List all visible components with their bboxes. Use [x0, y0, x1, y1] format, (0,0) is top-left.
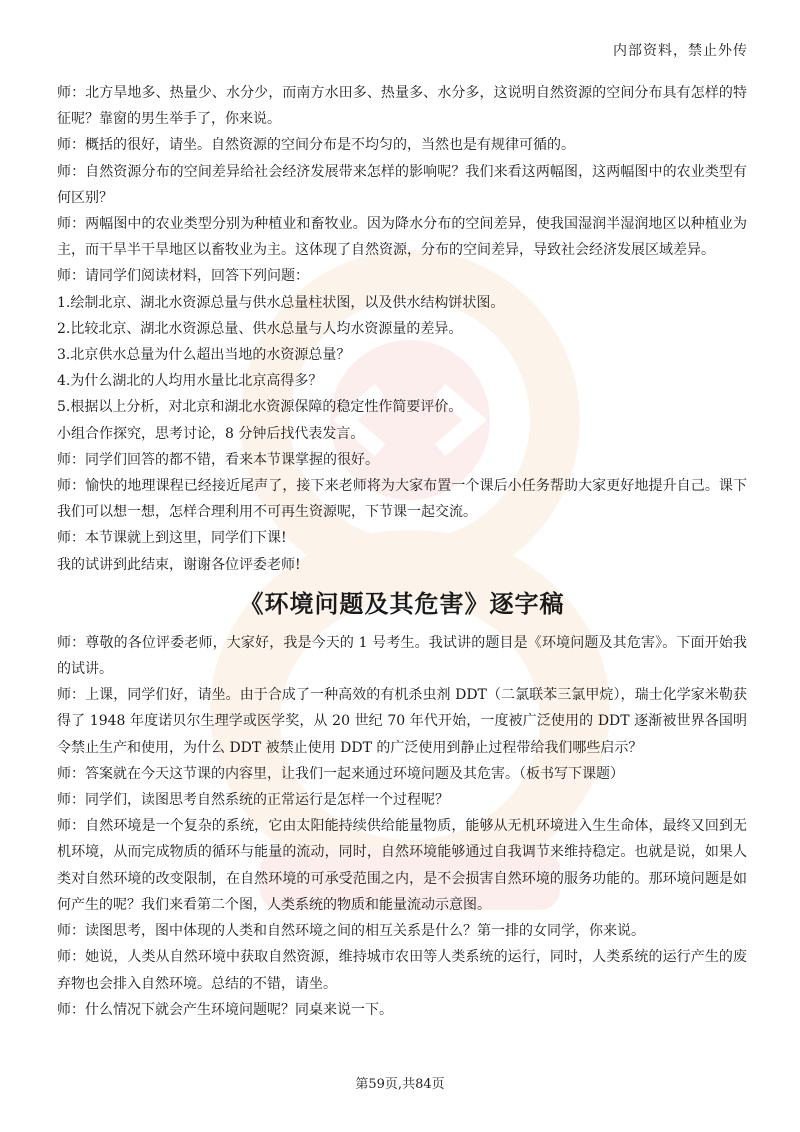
question-item: 5.根据以上分析，对北京和湖北水资源保障的稳定性作简要评价。 — [57, 399, 463, 416]
paragraph: 师：愉快的地理课程已经接近尾声了，接下来老师将为大家布置一个课后小任务帮助大家更好地提升自己。课下我们可以想一想，怎样合理利用不可再生资源呢，下节课一起交流。 — [57, 478, 747, 521]
header-confidential-note: 内部资料，禁止外传 — [613, 43, 748, 59]
paragraph: 师：同学们，读图思考自然系统的正常运行是怎样一个过程呢？ — [57, 792, 449, 809]
paragraph: 我的试讲到此结束，谢谢各位评委老师! — [57, 556, 301, 573]
document-content — [57, 80, 747, 1023]
paragraph: 师：她说，人类从自然环境中获取自然资源，维持城市农田等人类系统的运行，同时，人类系统的运行产生的废弃物也会排入自然环境。总结的不错，请坐。 — [57, 949, 747, 992]
paragraph: 师：两幅图中的农业类型分别为种植业和畜牧业。因为降水分布的空间差异，使我国湿润半湿润地区以种植业为主，而干旱半干旱地区以畜牧业为主。这体现了自然资源，分布的空间差异，导致社会经济发展区域差异。 — [57, 216, 747, 259]
paragraph: 师：本节课就上到这里，同学们下课! — [57, 530, 287, 547]
page-number-footer: 第59页,共84页 — [355, 1077, 445, 1092]
paragraph: 师：请同学们阅读材料，回答下列问题： — [57, 268, 309, 285]
question-item: 2.比较北京、湖北水资源总量、供水总量与人均水资源量的差异。 — [57, 320, 463, 337]
paragraph: 师：自然环境是一个复杂的系统，它由太阳能持续供给能量物质，能够从无机环境进入生生命体，最终又回到无机环境，从而完成物质的循环与能量的流动，同时，自然环境能够通过自我调节来维持稳定。也就是说，如果人类对自然环境的改变限制，在自然环境的可承受范围之内，是不会损害自然环境的服务功能的。那环境问题是如何产生的呢？我们来看第二个图，人类系统的物质和能量流动示意图。 — [57, 818, 747, 913]
paragraph: 师：读图思考，图中体现的人类和自然环境之间的相互关系是什么？第一排的女同学，你来说。 — [57, 923, 645, 940]
paragraph: 师：尊敬的各位评委老师，大家好，我是今天的 1 号考生。我试讲的题目是《环境问题及其危害》。下面开始我的试讲。 — [57, 634, 747, 678]
paragraph: 师：答案就在今天这节课的内容里，让我们一起来通过环境问题及其危害。（板书写下课题） — [57, 765, 624, 782]
paragraph: 师：北方旱地多、热量少、水分少，而南方水田多、热量多、水分多，这说明自然资源的空间分布具有怎样的特征呢？靠窗的男生举手了，你来说。 — [57, 85, 747, 128]
paragraph: 师：什么情况下就会产生环境问题呢？同桌来说一下。 — [57, 1001, 393, 1018]
paragraph: 师：上课，同学们好，请坐。由于合成了一种高效的有机杀虫剂 DDT（二氯联苯三氯甲烷），瑞士化学家米勒获得了 1948 年度诺贝尔生理学或医学奖，从 20 世纪 70 年代开始，一度被广泛使用的 DDT 逐渐被世界各国明令禁止生产和使用，为什么 DDT 被禁止使用 DDT 的广泛使用到静止过程带给我们哪些启示？ — [57, 687, 747, 756]
question-item: 4.为什么湖北的人均用水量比北京高得多？ — [57, 373, 323, 390]
paragraph: 师：同学们回答的都不错，看来本节课掌握的很好。 — [57, 451, 379, 468]
question-item: 3.北京供水总量为什么超出当地的水资源总量？ — [57, 347, 351, 364]
paragraph: 小组合作探究，思考讨论，8 分钟后找代表发言。 — [57, 425, 365, 442]
section-title: 《环境问题及其危害》逐字稿 — [239, 589, 565, 618]
question-item: 1.绘制北京、湖北水资源总量与供水总量柱状图，以及供水结构饼状图。 — [57, 294, 505, 311]
paragraph: 师：概括的很好，请坐。自然资源的空间分布是不均匀的，当然也是有规律可循的。 — [57, 137, 575, 154]
paragraph: 师：自然资源分布的空间差异给社会经济发展带来怎样的影响呢？我们来看这两幅图，这两幅图中的农业类型有何区别？ — [57, 163, 747, 206]
